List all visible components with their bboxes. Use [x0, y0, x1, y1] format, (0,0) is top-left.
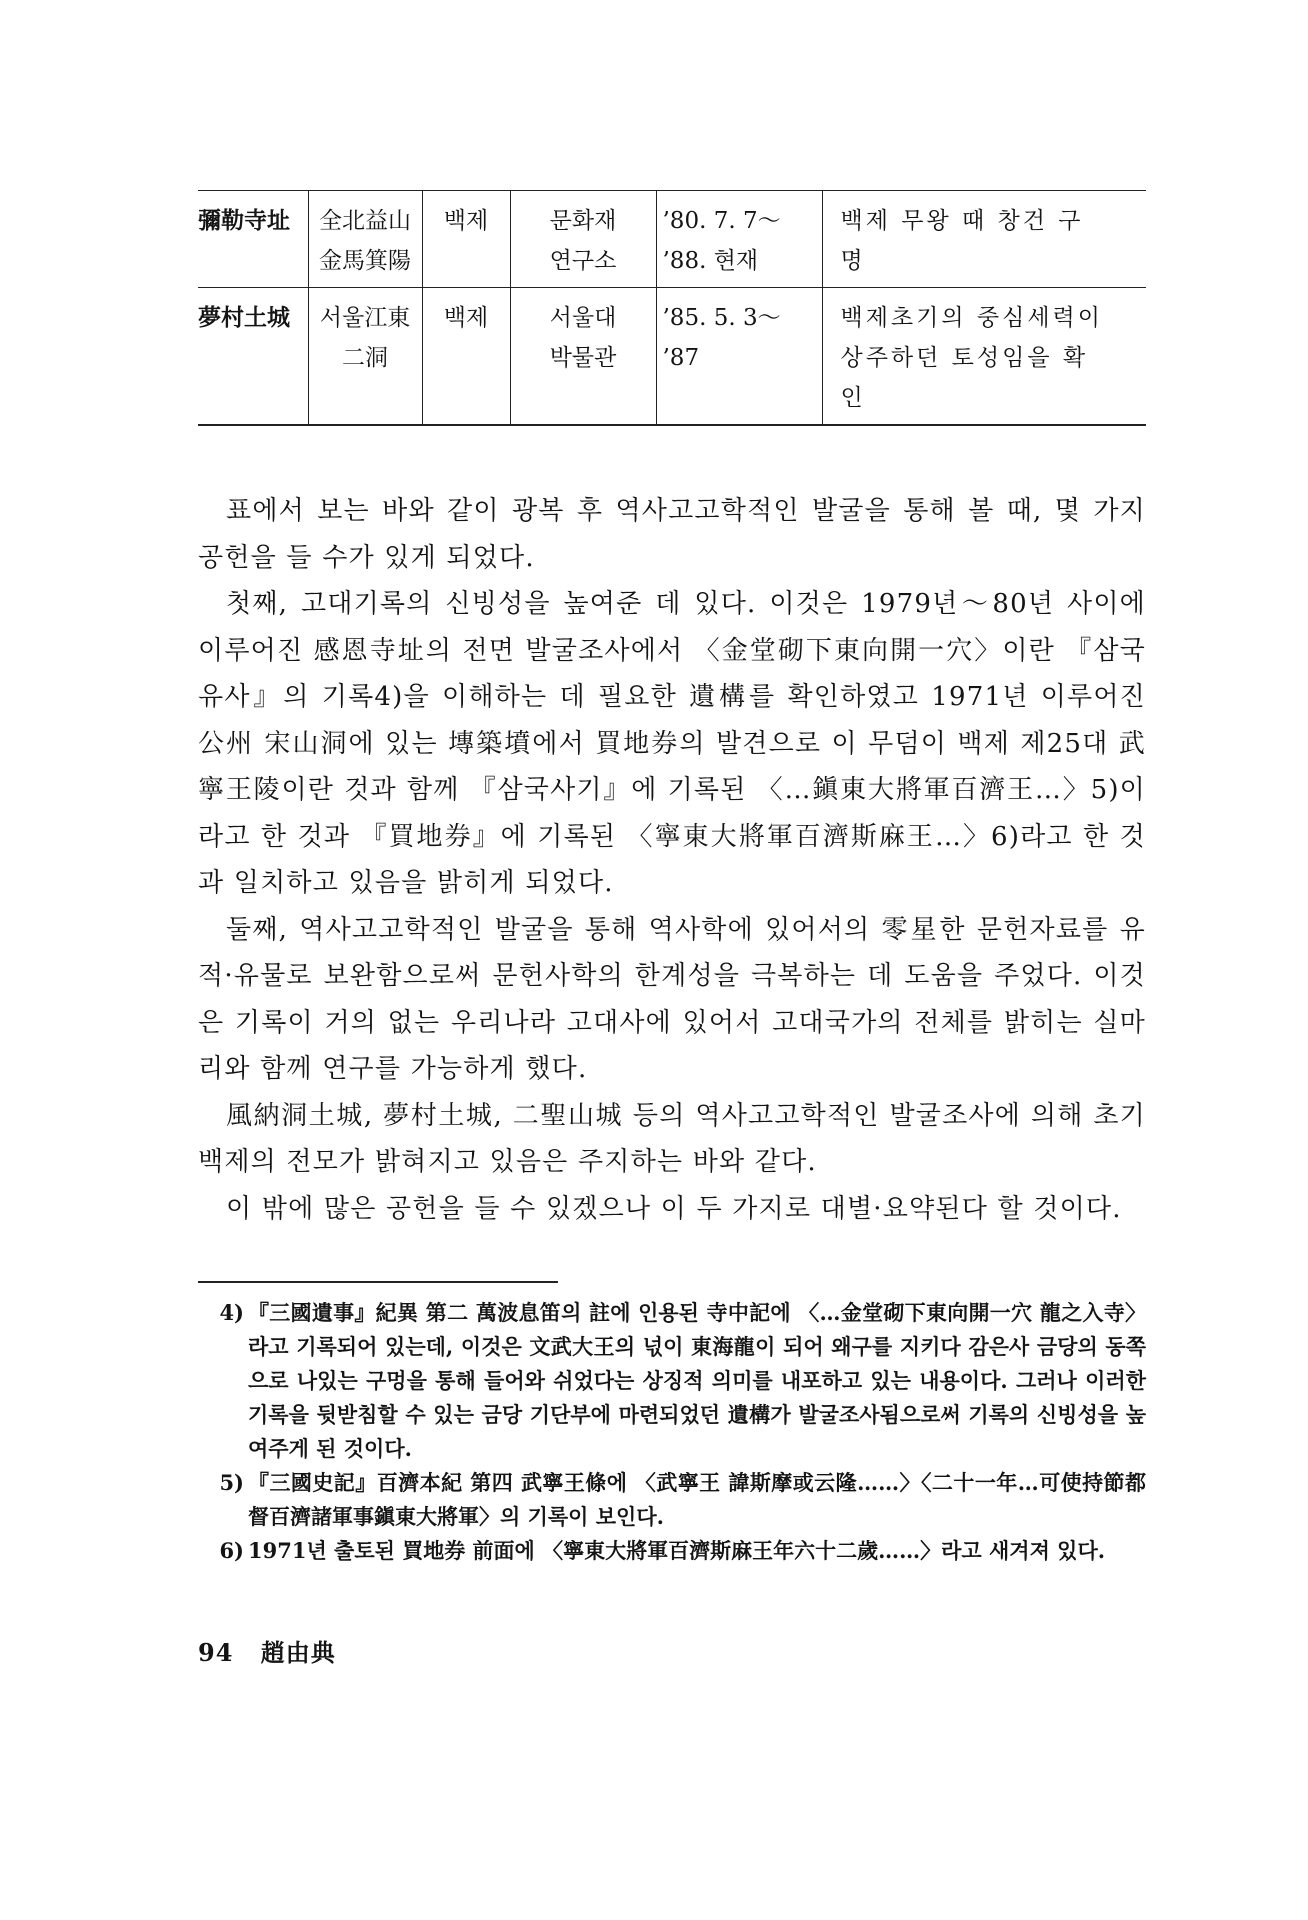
notes-cell: [822, 191, 1146, 288]
dates-cell: [656, 288, 822, 426]
footnote-text: 『三國史記』百濟本紀 第四 武寧王條에 〈武寧王 諱斯摩或云隆……〉〈二十一年…可使持節都督百濟諸軍事鎭東大將軍〉의 기록이 보인다.: [248, 1470, 1146, 1529]
footnote-number: 5): [219, 1470, 244, 1495]
dates-cell: [656, 191, 822, 288]
organization-line: 박물관: [549, 345, 617, 371]
notes-line: 인: [840, 385, 866, 411]
organization-cell: [510, 191, 656, 288]
footnote: [198, 1534, 1146, 1568]
author-name: 趙由典: [260, 1638, 336, 1667]
notes-line: 백제초기의 중심세력이: [840, 305, 1103, 331]
paragraph: 이 밖에 많은 공헌을 들 수 있겠으나 이 두 가지로 대별·요약된다 할 것이다.: [226, 1193, 1122, 1224]
page-footer: [198, 1633, 336, 1668]
paragraph: 첫째, 고대기록의 신빙성을 높여준 데 있다. 이것은 1979년～80년 사이에 이루어진 感恩寺址의 전면 발굴조사에서 〈金堂砌下東向開一穴〉이란 『삼국유사』의 기록4)을 이해하는 데 필요한 遺構를 확인하였고 1971년 이루어진 公州 宋山洞에 있는 塼築墳에서 買地券의 발견으로 이 무덤이 백제 제25대 武寧王陵이란 것과 함께 『삼국사기』에 기록된 〈…鎭東大將軍百濟王…〉5)이라고 한 것과 『買地券』에 기록된 〈寧東大將軍百濟斯麻王…〉6)라고 한 것과 일치하고 있음을 밝히게 되었다.: [198, 589, 1146, 898]
period-cell: [422, 191, 510, 288]
table-row: [198, 288, 1146, 426]
footnotes: [198, 1296, 1146, 1568]
location-line: 二洞: [342, 345, 388, 371]
notes-line: 백제 무왕 때 창건 구: [840, 208, 1084, 234]
organization-line: 서울대: [549, 305, 617, 331]
location-cell: [308, 191, 422, 288]
site-name: 彌勒寺址: [198, 207, 290, 234]
footnote: [198, 1466, 1146, 1534]
footnote-text: 『三國遺事』紀異 第二 萬波息笛의 註에 인용된 寺中記에 〈…金堂砌下東向開一穴 龍之入寺〉라고 기록되어 있는데, 이것은 文武大王의 넋이 東海龍이 되어 왜구를 지키다 감은사 금당의 동쪽으로 나있는 구멍을 통해 들어와 쉬었다는 상징적 의미를 내포하고 있는 내용이다. 그러나 이러한 기록을 뒷받침할 수 있는 금당 기단부에 마련되었던 遺構가 발굴조사됨으로써 기록의 신빙성을 높여주게 된 것이다.: [248, 1300, 1146, 1461]
excavation-table: [198, 190, 1146, 426]
site-name-cell: [198, 191, 308, 288]
period-cell: [422, 288, 510, 426]
organization-cell: [510, 288, 656, 426]
period: 백제: [443, 305, 489, 331]
footnote-divider: [198, 1281, 558, 1283]
location-cell: [308, 288, 422, 426]
date-line: ’80. 7. 7～: [662, 208, 781, 234]
date-line: ’87: [662, 345, 700, 371]
site-name-cell: [198, 288, 308, 426]
organization-line: 문화재: [549, 208, 617, 234]
table-row: [198, 191, 1146, 288]
site-name: 夢村土城: [198, 304, 290, 331]
footnote-text: 1971년 출토된 買地券 前面에 〈寧東大將軍百濟斯麻王年六十二歲……〉라고 새겨져 있다.: [248, 1538, 1106, 1563]
location-line: 서울江東: [319, 305, 411, 331]
paragraph: 표에서 보는 바와 같이 광복 후 역사고고학적인 발굴을 통해 볼 때, 몇 가지 공헌을 들 수가 있게 되었다.: [198, 496, 1146, 573]
page-number: 94: [198, 1638, 234, 1667]
notes-line: 명: [840, 248, 866, 274]
period: 백제: [443, 208, 489, 234]
location-line: 金馬箕陽: [319, 248, 411, 274]
notes-line: 상주하던 토성임을 확: [840, 345, 1089, 371]
paragraph: 둘째, 역사고고학적인 발굴을 통해 역사학에 있어서의 零星한 문헌자료를 유적·유물로 보완함으로써 문헌사학의 한계성을 극복하는 데 도움을 주었다. 이것은 기록이 거의 없는 우리나라 고대사에 있어서 고대국가의 전체를 밝히는 실마리와 함께 연구를 가능하게 했다.: [198, 914, 1146, 1084]
notes-cell: [822, 288, 1146, 426]
footnote-number: 6): [219, 1538, 244, 1563]
date-line: ’85. 5. 3～: [662, 305, 781, 331]
body-text: [198, 488, 1146, 1232]
organization-line: 연구소: [549, 248, 617, 274]
footnote-number: 4): [219, 1300, 244, 1325]
date-line: ’88. 현재: [662, 248, 759, 274]
location-line: 全北益山: [319, 208, 411, 234]
paragraph: 風納洞土城, 夢村土城, 二聖山城 등의 역사고고학적인 발굴조사에 의해 초기백제의 전모가 밝혀지고 있음은 주지하는 바와 같다.: [198, 1100, 1146, 1177]
footnote: [198, 1296, 1146, 1466]
excavation-table-wrapper: [198, 190, 1146, 426]
